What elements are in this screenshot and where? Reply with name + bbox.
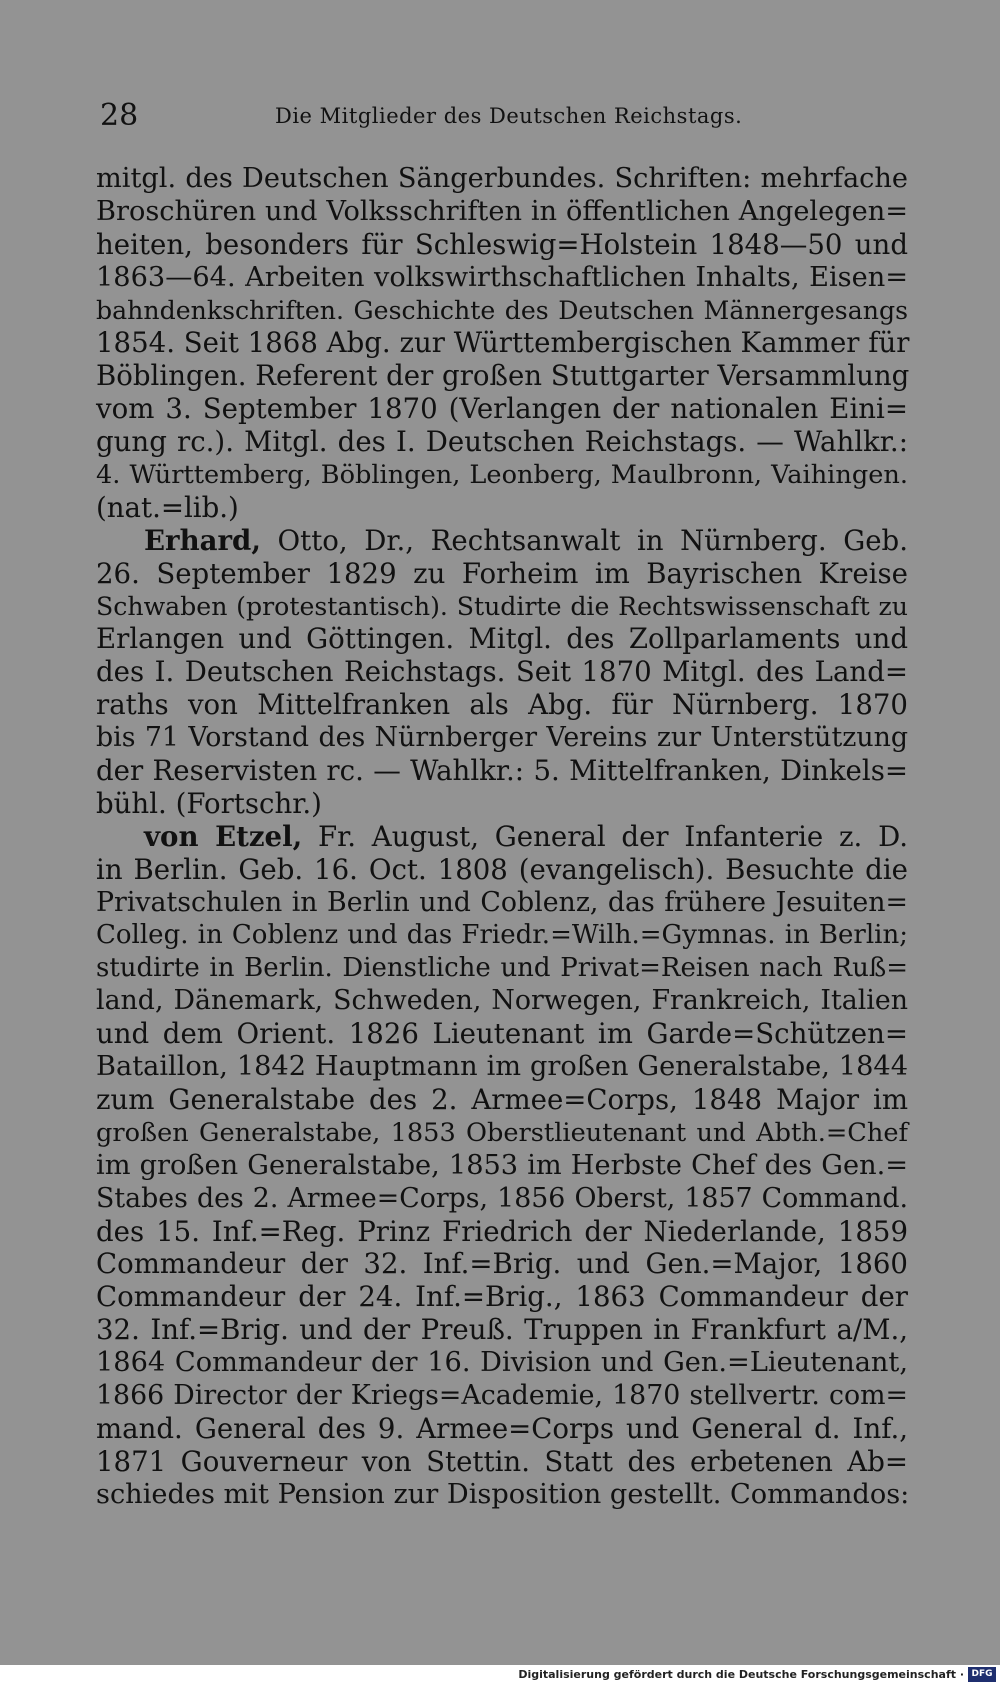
text-line: zum Generalstabe des 2. Armee=Corps, 1848 Major im xyxy=(96,1082,908,1116)
entry-erhard-first-line xyxy=(96,525,908,558)
running-title: Die Mitglieder des Deutschen Reichstags. xyxy=(275,104,743,128)
text-line: heiten, besonders für Schleswig=Holstein 1848—50 und xyxy=(96,227,908,261)
entry-name-erhard: Erhard, xyxy=(144,523,261,557)
text-line: Schwaben (protestantisch). Studirte die Rechtswissenschaft zu xyxy=(96,591,908,621)
text-line: gung rc.). Mitgl. des I. Deutschen Reichstags. — Wahlkr.: xyxy=(96,425,908,459)
text-line: Privatschulen in Berlin und Coblenz, das frühere Jesuiten= xyxy=(96,886,908,918)
text-line: im großen Generalstabe, 1853 im Herbste Chef des Gen.= xyxy=(96,1149,908,1181)
text-line: bühl. (Fortschr.) xyxy=(96,786,322,820)
text-line: 1863—64. Arbeiten volkswirthschaftlichen Inhalts, Eisen= xyxy=(96,261,908,293)
body-text xyxy=(96,163,908,1512)
text-line: Erlangen und Göttingen. Mitgl. des Zollparlaments und xyxy=(96,622,908,656)
text-line: in Berlin. Geb. 16. Oct. 1808 (evangelisch). Besuchte die xyxy=(96,852,908,886)
footer-bar xyxy=(0,1665,1000,1686)
text-line: Commandeur der 32. Inf.=Brig. und Gen.=Major, 1860 xyxy=(96,1247,908,1281)
entry-erhard-rest: Otto, Dr., Rechtsanwalt in Nürnberg. Geb. xyxy=(260,523,908,557)
text-line: mitgl. des Deutschen Sängerbundes. Schriften: mehrfache xyxy=(96,163,908,194)
text-line: Stabes des 2. Armee=Corps, 1856 Oberst, 1857 Command. xyxy=(96,1182,908,1214)
text-line: 4. Württemberg, Böblingen, Leonberg, Maulbronn, Vaihingen. xyxy=(96,460,908,491)
text-line: 32. Inf.=Brig. und der Preuß. Truppen in Frankfurt a/M., xyxy=(96,1313,908,1347)
text-line: (nat.=lib.) xyxy=(96,490,239,524)
dfg-logo: DFG xyxy=(968,1667,996,1682)
text-line: mand. General des 9. Armee=Corps und General d. Inf., xyxy=(96,1411,908,1445)
page-number: 28 xyxy=(100,98,139,133)
digitization-credit: Digitalisierung gefördert durch die Deutsche Forschungsgemeinschaft · xyxy=(518,1668,964,1681)
text-line: schiedes mit Pension zur Disposition gestellt. Commandos: xyxy=(96,1478,910,1510)
text-line: 26. September 1829 zu Forheim im Bayrischen Kreise xyxy=(96,556,908,590)
text-line: und dem Orient. 1826 Lieutenant im Garde=Schützen= xyxy=(96,1017,908,1051)
text-line: 1854. Seit 1868 Abg. zur Württembergischen Kammer für xyxy=(96,326,910,360)
text-line: des I. Deutschen Reichstags. Seit 1870 Mitgl. des Land= xyxy=(96,655,908,689)
text-line: 1866 Director der Kriegs=Academie, 1870 stellvertr. com= xyxy=(96,1379,908,1411)
entry-etzel-rest: Fr. August, General der Infanterie z. D. xyxy=(302,819,908,853)
entry-etzel-first-line xyxy=(96,821,908,854)
text-line: studirte in Berlin. Dienstliche und Privat=Reisen nach Ruß= xyxy=(96,953,908,984)
text-line: Colleg. in Coblenz und das Friedr.=Wilh.=Gymnas. in Berlin; xyxy=(96,920,908,951)
text-line: Bataillon, 1842 Hauptmann im großen Generalstabe, 1844 xyxy=(96,1051,908,1083)
text-line: großen Generalstabe, 1853 Oberstlieutenant und Abth.=Chef xyxy=(96,1117,908,1148)
text-line: bis 71 Vorstand des Nürnberger Vereins zur Unterstützung xyxy=(96,722,908,754)
text-line: Böblingen. Referent der großen Stuttgarter Versammlung xyxy=(96,359,910,393)
text-line: raths von Mittelfranken als Abg. für Nürnberg. 1870 xyxy=(96,688,908,722)
text-line: land, Dänemark, Schweden, Norwegen, Frankreich, Italien xyxy=(96,985,908,1017)
text-line: 1864 Commandeur der 16. Division und Gen.=Lieutenant, xyxy=(96,1347,908,1379)
text-line: vom 3. September 1870 (Verlangen der nationalen Eini= xyxy=(96,392,908,426)
text-line: bahndenkschriften. Geschichte des Deutschen Männergesangs xyxy=(96,295,908,325)
entry-name-etzel: von Etzel, xyxy=(144,819,303,853)
text-line: des 15. Inf.=Reg. Prinz Friedrich der Niederlande, 1859 xyxy=(96,1214,908,1248)
text-line: der Reservisten rc. — Wahlkr.: 5. Mittelfranken, Dinkels= xyxy=(96,754,908,788)
text-line: Broschüren und Volksschriften in öffentlichen Angelegen= xyxy=(96,195,908,227)
page-header xyxy=(100,98,910,138)
text-line: 1871 Gouverneur von Stettin. Statt des erbetenen Ab= xyxy=(96,1444,908,1478)
text-line: Commandeur der 24. Inf.=Brig., 1863 Commandeur der xyxy=(96,1280,908,1314)
